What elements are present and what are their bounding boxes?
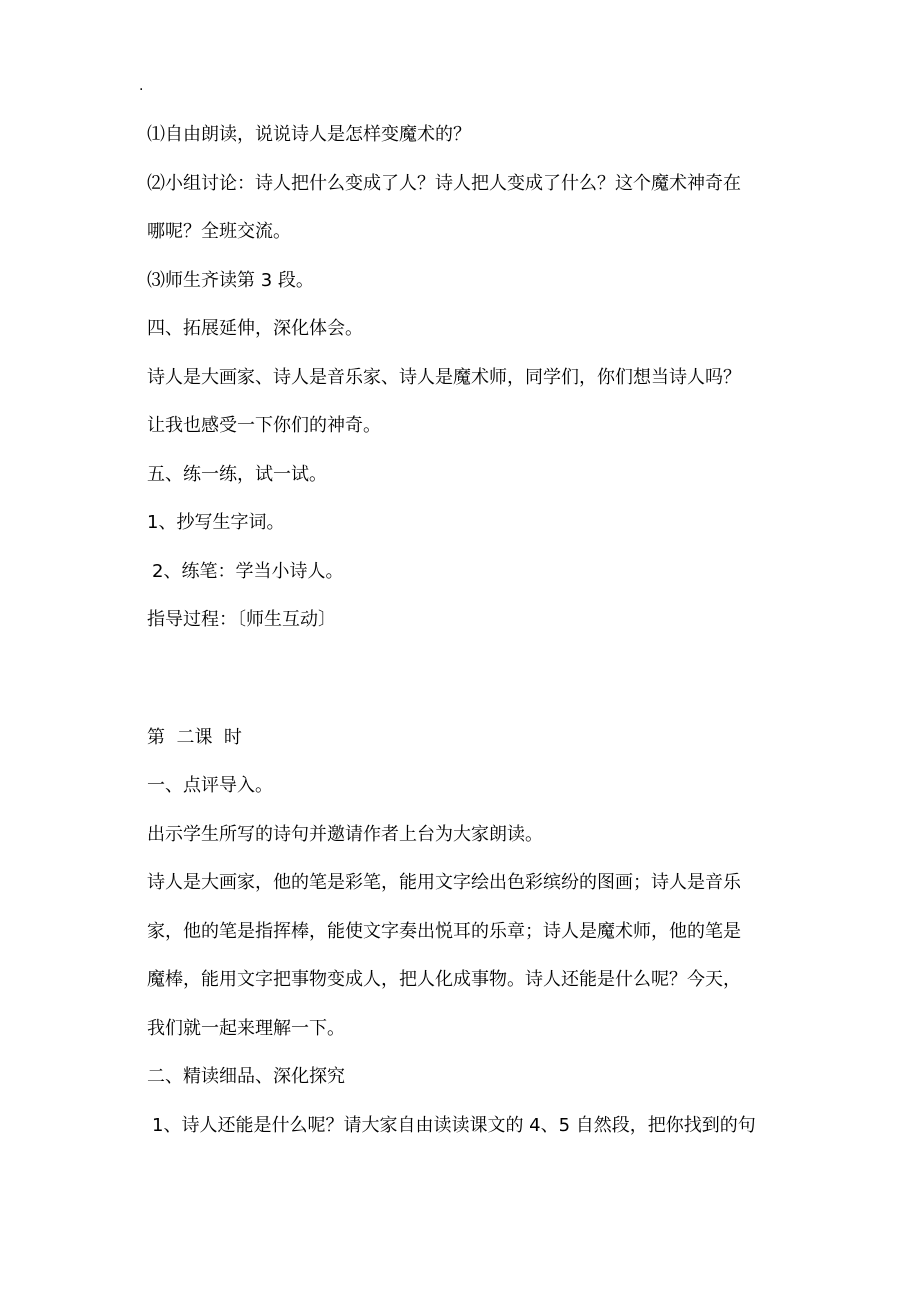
- text-line: 让我也感受一下你们的神奇。: [147, 415, 381, 436]
- section-heading: 二、精读细品、深化探究: [147, 1066, 345, 1087]
- text-line: 我们就一起来理解一下。: [147, 1018, 345, 1039]
- text-line: 出示学生所写的诗句并邀请作者上台为大家朗读。: [147, 824, 543, 845]
- text-line: 2、练笔：学当小诗人。: [152, 561, 344, 582]
- section-heading: 四、拓展延伸，深化体会。: [147, 318, 363, 339]
- text-line: ⑶师生齐读第 3 段。: [147, 270, 314, 291]
- text-line: 指导过程：〔师生互动〕: [147, 609, 336, 630]
- text-line: 1、诗人还能是什么呢？请大家自由读读课文的 4、5 自然段，把你找到的句: [152, 1115, 756, 1136]
- text-line: 诗人是大画家，他的笔是彩笔，能用文字绘出色彩缤纷的图画；诗人是音乐: [147, 872, 741, 893]
- text-line: ⑴自由朗读，说说诗人是怎样变魔术的？: [147, 124, 471, 145]
- header-mark: .: [139, 78, 144, 94]
- text-line: 1、抄写生字词。: [147, 512, 285, 533]
- text-line: 诗人是大画家、诗人是音乐家、诗人是魔术师，同学们，你们想当诗人吗？: [147, 367, 741, 388]
- text-line: 哪呢？全班交流。: [147, 221, 291, 242]
- text-line: ⑵小组讨论：诗人把什么变成了人？诗人把人变成了什么？这个魔术神奇在: [147, 173, 741, 194]
- section-heading: 一、点评导入。: [147, 775, 273, 796]
- text-line: 魔棒，能用文字把事物变成人，把人化成事物。诗人还能是什么呢？今天，: [147, 969, 741, 990]
- section-heading: 五、练一练，试一试。: [147, 464, 327, 485]
- text-line: 家，他的笔是指挥棒，能使文字奏出悦耳的乐章；诗人是魔术师，他的笔是: [147, 921, 741, 942]
- lesson-title: 第 二课 时: [147, 727, 242, 748]
